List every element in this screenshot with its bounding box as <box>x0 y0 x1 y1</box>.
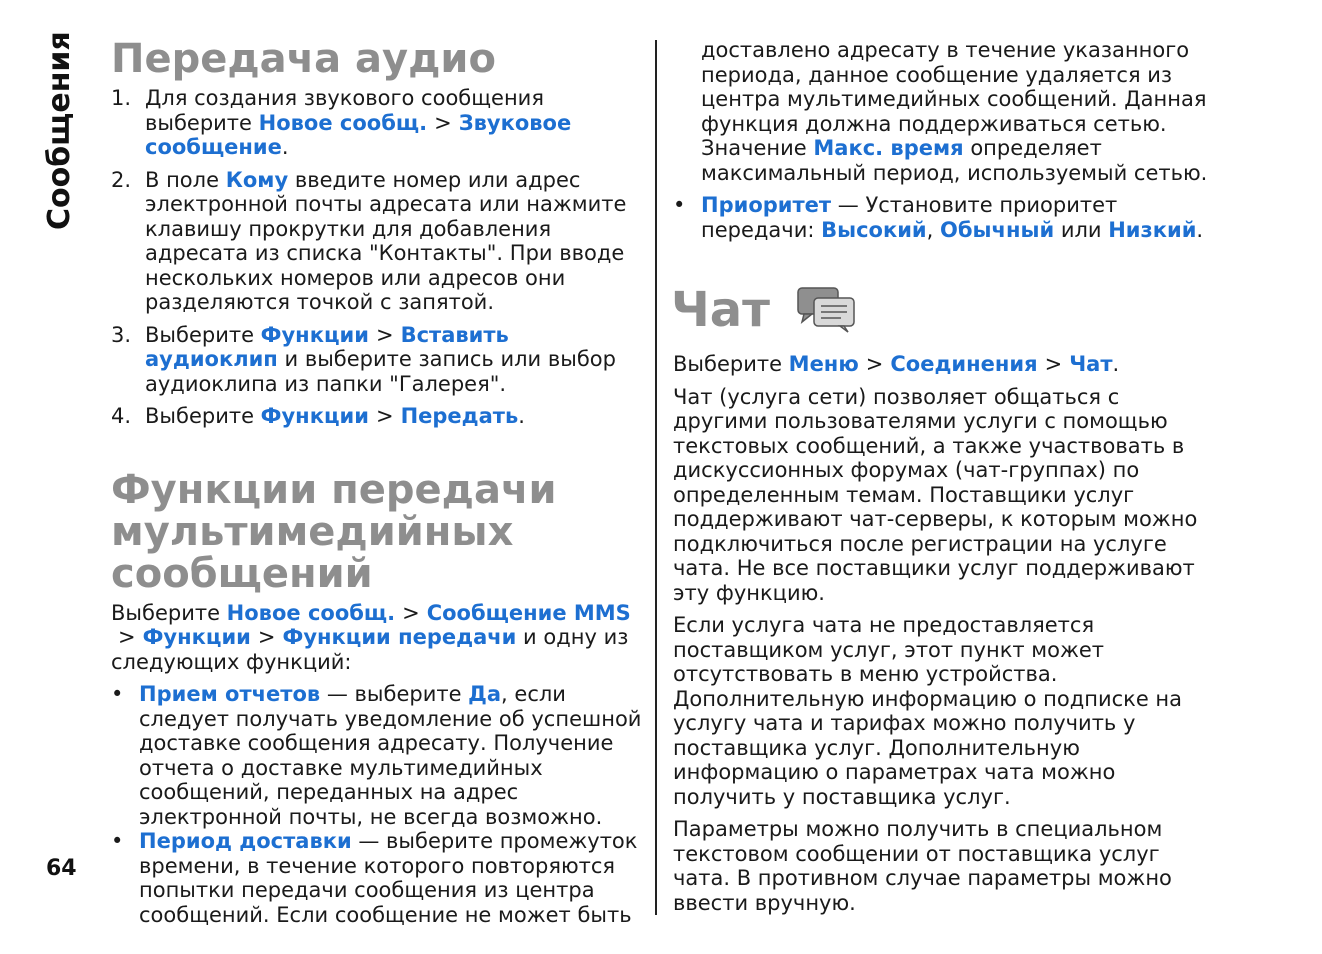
step-number: 2. <box>111 167 132 192</box>
menu-option-link: Новое сообщ. <box>258 110 428 135</box>
step-number: 1. <box>111 86 132 110</box>
section-title-mms-options: Функции передачи мультимедийных сообщений <box>111 466 557 597</box>
step-item <box>111 323 646 397</box>
menu-option-link: Звуковое сообщение <box>145 110 572 159</box>
bullet-item <box>111 682 646 829</box>
menu-option-link: Период доставки <box>139 829 352 853</box>
menu-option-link: Передать <box>400 404 519 428</box>
bullet-item <box>111 829 646 927</box>
page-number: 64 <box>46 856 77 881</box>
menu-option-link: Функции <box>260 404 369 428</box>
menu-option-link: Новое сообщ. <box>226 600 396 625</box>
bullet-text: Прием отчетов — выберите Да, если следует получать уведомление об успешной доставке сообщения адресату. Получение отчета о доставке мультимедийных сообщений, переданных на адрес электронной почты, не всегда возможно. <box>139 682 642 829</box>
chat-bubbles-icon <box>796 286 858 334</box>
step-number: 4. <box>111 404 132 428</box>
menu-option-link: Низкий <box>1108 217 1197 242</box>
chat-title-row <box>671 280 1208 340</box>
menu-option-link: Функции <box>142 625 251 649</box>
section-title-audio: Передача аудио <box>111 36 496 82</box>
path-separator: > <box>434 110 452 135</box>
step-text: Для создания звукового сообщения выберите Новое сообщ. > Звуковое сообщение. <box>145 86 572 159</box>
bullet-item <box>673 193 1208 242</box>
menu-option-link: Соединения <box>890 352 1038 376</box>
step-item <box>111 86 646 160</box>
chat-menu-path: Выберите Меню > Соединения > Чат. <box>673 352 1120 376</box>
step-number: 3. <box>111 322 132 347</box>
menu-option-link: Сообщение MMS <box>426 600 631 625</box>
path-separator: > <box>1044 352 1063 376</box>
menu-option-link: Функции передачи <box>282 625 517 649</box>
section-title-chat: Чат <box>671 282 770 338</box>
bullet-text: Период доставки — выберите промежуток времени, в течение которого повторяются попытки передачи сообщения из центра сообщений. Если сообщение не может быть <box>139 829 638 927</box>
column-divider <box>655 40 657 915</box>
priority-list <box>673 193 1208 242</box>
chat-paragraph: Чат (услуга сети) позволяет общаться с другими пользователями услуги с помощью текстовых сообщений, а также участвовать в дискуссионных форумах (чат-группах) по определенным темам. Поставщики услуг поддерживают чат-серверы, к которым можно подключиться после регистрации на услуге чата. Не все поставщики услуг поддерживают эту функцию. <box>673 384 1198 605</box>
chat-paragraph: Параметры можно получить в специальном текстовом сообщении от поставщика услуг чата. В противном случае параметры можно ввести вручную. <box>673 817 1172 915</box>
menu-option-link: Макс. время <box>813 136 964 160</box>
path-separator: > <box>402 600 420 625</box>
step-text: Выберите Функции > Передать. <box>145 404 525 428</box>
section-side-tab-label: Сообщения <box>42 31 77 230</box>
step-item <box>111 168 646 315</box>
delivery-period-continuation: доставлено адресату в течение указанного периода, данное сообщение удаляется из центра мультимедийных сообщений. Данная функция должна поддерживаться сетью. Значение Макс. время определяет максимальный период, используемый сетью. <box>701 38 1208 185</box>
section-side-tab <box>40 31 80 230</box>
bullet-text: Приоритет — Установите приоритет передачи: Высокий, Обычный или Низкий. <box>701 193 1204 242</box>
bullet-icon: • <box>111 682 124 706</box>
menu-option-link: Высокий <box>821 217 927 242</box>
path-separator: > <box>375 322 394 347</box>
step-item <box>111 404 646 429</box>
step-text: В поле Кому введите номер или адрес электронной почты адресата или нажмите клавишу прокрутки для добавления адресата из списка "Контакты". При вводе нескольких номеров или адресов они разделяются точкой с запятой. <box>145 167 627 314</box>
bullet-icon: • <box>111 829 124 853</box>
menu-option-link: Меню <box>788 352 859 376</box>
menu-option-link: Обычный <box>940 217 1055 242</box>
step-text: Выберите Функции > Вставить аудиоклип и выберите запись или выбор аудиоклипа из папки "Галерея". <box>145 322 616 396</box>
chat-paragraph: Если услуга чата не предоставляется поставщиком услуг, этот пункт может отсутствовать в меню устройства. Дополнительную информацию о подписке на услугу чата и тарифах можно получить у поставщика услуг. Дополнительную информацию о параметрах чата можно получить у поставщика услуг. <box>673 613 1183 809</box>
mms-options-intro: Выберите Новое сообщ. > Сообщение MMS> Функции > Функции передачи и одну из следующих функций: <box>111 600 631 674</box>
menu-option-link: Прием отчетов <box>139 682 321 706</box>
menu-option-link: Чат <box>1069 352 1113 376</box>
bullet-icon: • <box>673 193 686 217</box>
mms-options-list <box>111 682 646 927</box>
right-column <box>673 38 1208 923</box>
left-column <box>111 38 646 927</box>
path-separator: > <box>257 625 276 649</box>
menu-option-link: Приоритет <box>701 193 832 217</box>
menu-option-link: Кому <box>225 167 289 192</box>
path-separator: > <box>865 352 884 376</box>
chat-paragraphs <box>673 385 1208 916</box>
menu-option-link: Да <box>468 682 502 706</box>
audio-steps-list <box>111 86 646 429</box>
menu-option-link: Вставить аудиоклип <box>145 322 509 371</box>
path-separator: > <box>375 404 394 428</box>
path-separator: > <box>118 625 136 649</box>
menu-option-link: Функции <box>260 322 369 347</box>
